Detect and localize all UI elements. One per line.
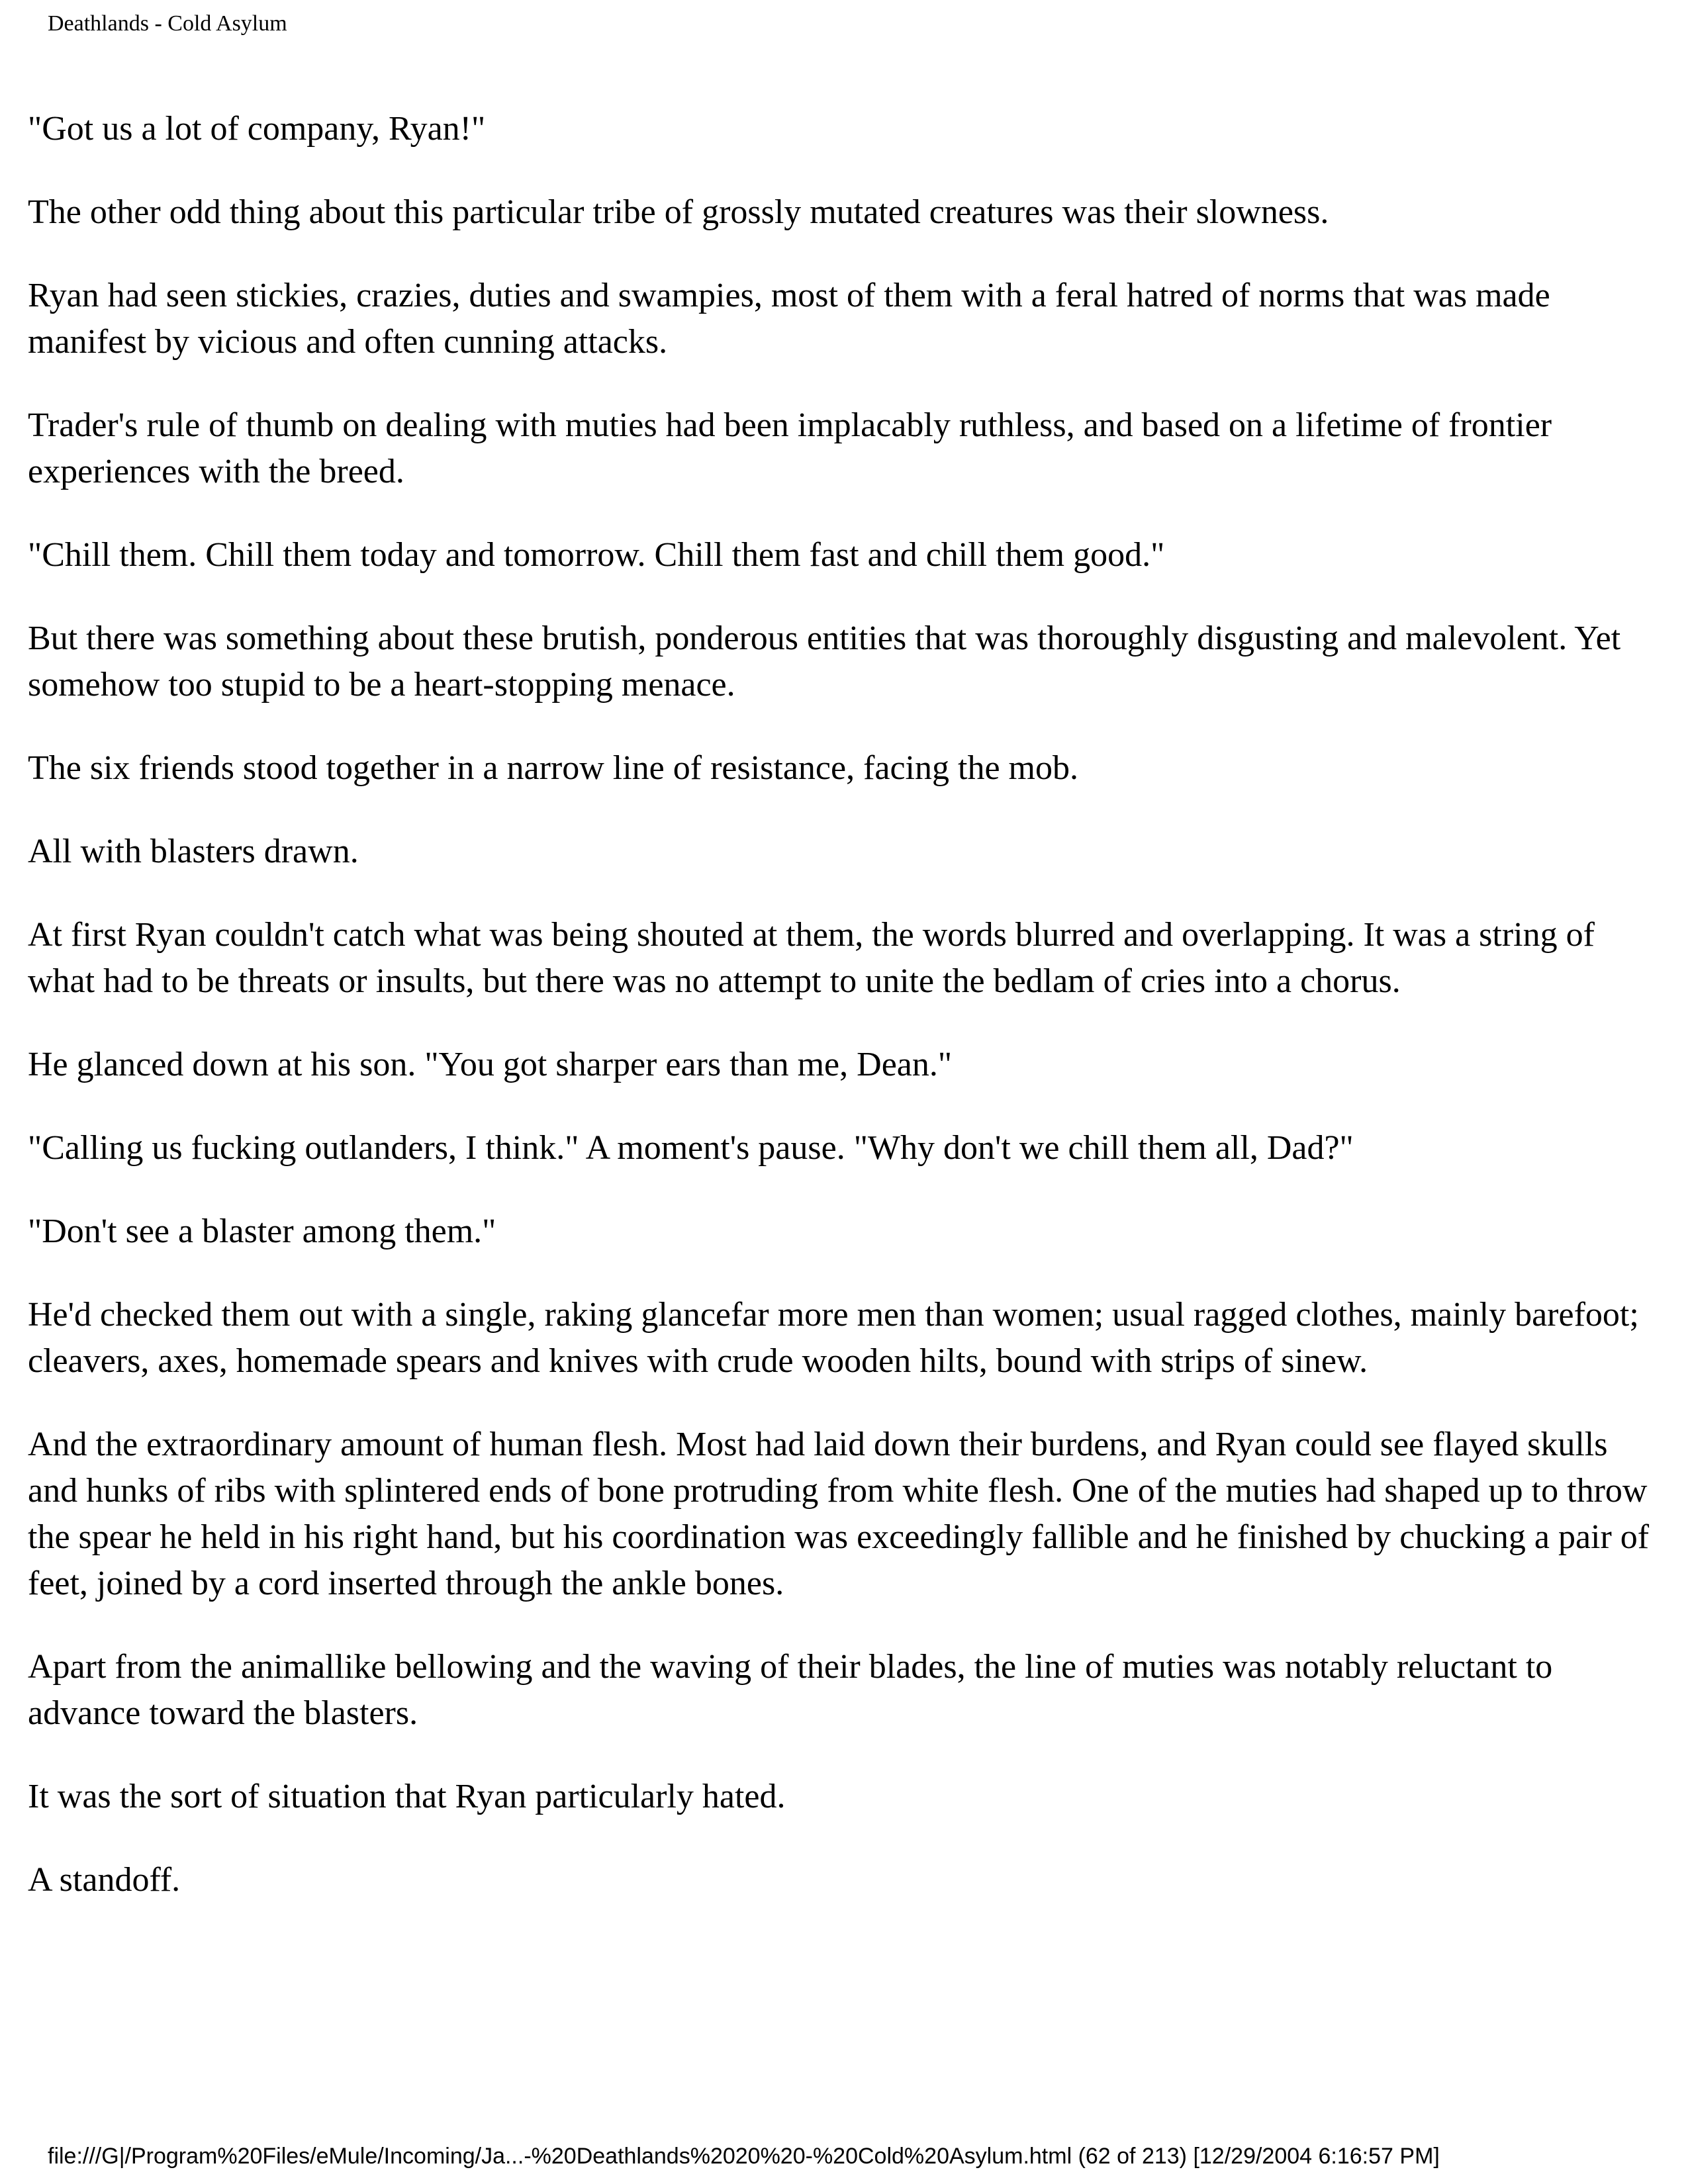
paragraph: The other odd thing about this particular tribe of grossly mutated creatures was their slowness.	[28, 193, 1329, 231]
paragraph: And the extraordinary amount of human flesh. Most had laid down their burdens, and Ryan could see flayed skulls and hunks of ribs with splintered ends of bone protruding from white flesh. One of the muties had shaped up to throw the spear he held in his right hand, but his coordination was exceedingly fallible and he finished by chucking a pair of feet, joined by a cord inserted through the ankle bones.	[28, 1426, 1650, 1602]
paragraph: At first Ryan couldn't catch what was being shouted at them, the words blurred and overlapping. It was a string of what had to be threats or insults, but there was no attempt to unite the bedlam of cries into a chorus.	[28, 916, 1595, 1000]
paragraph: He glanced down at his son. "You got sharper ears than me, Dean."	[28, 1046, 953, 1083]
paragraph: But there was something about these brutish, ponderous entities that was thoroughly disgusting and malevolent. Yet somehow too stupid to be a heart-stopping menace.	[28, 619, 1621, 704]
paragraph: Apart from the animallike bellowing and the waving of their blades, the line of muties was notably reluctant to advance toward the blasters.	[28, 1648, 1553, 1732]
page-header-title: Deathlands - Cold Asylum	[48, 11, 287, 36]
paragraph: The six friends stood together in a narrow line of resistance, facing the mob.	[28, 749, 1078, 787]
paragraph: He'd checked them out with a single, raking glancefar more men than women; usual ragged clothes, mainly barefoot; cleavers, axes, homemade spears and knives with crude wooden hilts, bound with strips of sinew.	[28, 1296, 1639, 1380]
paragraph: Ryan had seen stickies, crazies, duties and swampies, most of them with a feral hatred of norms that was made manifest by vicious and often cunning attacks.	[28, 277, 1550, 361]
paragraph: "Chill them. Chill them today and tomorrow. Chill them fast and chill them good."	[28, 536, 1165, 574]
page-footer-path: file:///G|/Program%20Files/eMule/Incoming/Ja...-%20Deathlands%2020%20-%20Cold%20Asylum.html (62 of 213) [12/29/2004 6:16:57 PM]	[48, 2144, 1440, 2169]
document-body	[28, 106, 1663, 1940]
paragraph: "Got us a lot of company, Ryan!"	[28, 110, 486, 148]
paragraph: All with blasters drawn.	[28, 833, 359, 870]
paragraph: A standoff.	[28, 1861, 181, 1899]
paragraph: Trader's rule of thumb on dealing with muties had been implacably ruthless, and based on a lifetime of frontier experiences with the breed.	[28, 406, 1552, 490]
paragraph: "Calling us fucking outlanders, I think." A moment's pause. "Why don't we chill them all, Dad?"	[28, 1129, 1354, 1167]
paragraph: It was the sort of situation that Ryan particularly hated.	[28, 1778, 786, 1815]
paragraph: "Don't see a blaster among them."	[28, 1212, 496, 1250]
